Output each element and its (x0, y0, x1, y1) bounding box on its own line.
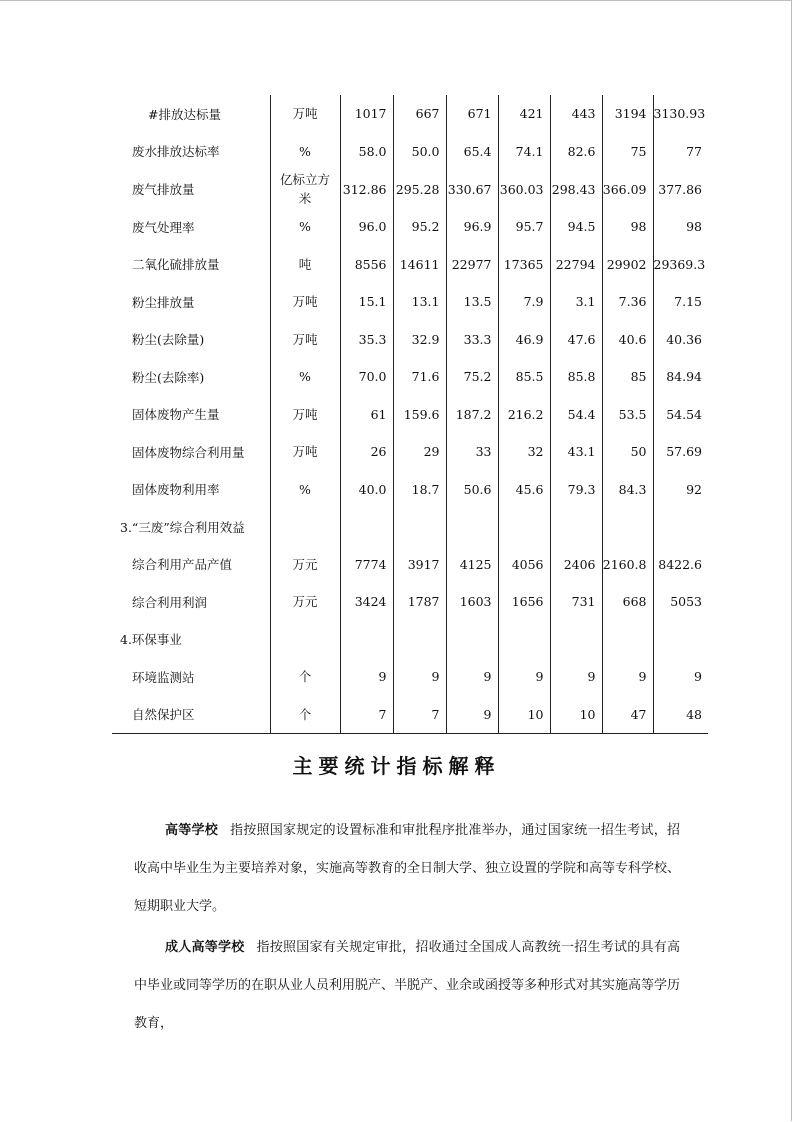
value-cell: 40.6 (602, 321, 653, 359)
statistics-table (112, 95, 708, 734)
value-cell: 79.3 (550, 471, 602, 509)
value-cell: 360.03 (498, 170, 550, 208)
value-cell: 29902 (602, 246, 653, 284)
table-row (112, 546, 708, 584)
value-cell: 17365 (498, 246, 550, 284)
table-row (112, 396, 708, 434)
definition-term: 成人高等学校 (165, 940, 245, 955)
value-cell: 298.43 (550, 170, 602, 208)
unit-cell: % (270, 471, 340, 509)
value-cell: 40.0 (340, 471, 393, 509)
indicator-name: 环境监测站 (132, 669, 195, 685)
value-cell: 32 (498, 433, 550, 471)
value-cell (393, 508, 446, 546)
value-cell: 7.9 (498, 283, 550, 321)
value-cell: 29 (393, 433, 446, 471)
value-cell: 668 (602, 583, 653, 621)
value-cell: 50.0 (393, 133, 446, 171)
value-cell (446, 508, 498, 546)
value-cell: 82.6 (550, 133, 602, 171)
unit-cell: 个 (270, 696, 340, 734)
value-cell: 26 (340, 433, 393, 471)
value-cell (340, 621, 393, 659)
value-cell (498, 621, 550, 659)
unit-cell: 万吨 (270, 95, 340, 133)
value-cell: 14611 (393, 246, 446, 284)
value-cell: 2406 (550, 546, 602, 584)
value-cell: 45.6 (498, 471, 550, 509)
value-cell (653, 508, 708, 546)
value-cell: 84.94 (653, 358, 708, 396)
value-cell: 22794 (550, 246, 602, 284)
value-cell: 9 (653, 658, 708, 696)
value-cell: 671 (446, 95, 498, 133)
value-cell: 98 (602, 208, 653, 246)
value-cell: 7.36 (602, 283, 653, 321)
indicator-name: 粉尘排放量 (132, 294, 195, 310)
table-row (112, 621, 708, 659)
value-cell: 46.9 (498, 321, 550, 359)
value-cell: 3130.93 (653, 95, 708, 133)
section-title: 主要统计指标解释 (292, 754, 501, 778)
value-cell: 9 (550, 658, 602, 696)
value-cell: 1787 (393, 583, 446, 621)
value-cell: 9 (602, 658, 653, 696)
value-cell: 94.5 (550, 208, 602, 246)
value-cell: 53.5 (602, 396, 653, 434)
value-cell (550, 508, 602, 546)
value-cell: 1603 (446, 583, 498, 621)
table-row (112, 321, 708, 359)
value-cell: 18.7 (393, 471, 446, 509)
value-cell: 1656 (498, 583, 550, 621)
value-cell: 9 (446, 658, 498, 696)
value-cell: 22977 (446, 246, 498, 284)
value-cell: 8422.6 (653, 546, 708, 584)
table-row (112, 471, 708, 509)
value-cell: 50.6 (446, 471, 498, 509)
value-cell (446, 621, 498, 659)
indicator-name: 固体废物利用率 (132, 482, 220, 498)
definition-paragraph (134, 812, 680, 926)
value-cell: 85.8 (550, 358, 602, 396)
value-cell: 366.09 (602, 170, 653, 208)
value-cell: 29369.3 (653, 246, 708, 284)
value-cell: 10 (550, 696, 602, 734)
definition-term: 高等学校 (165, 823, 218, 838)
value-cell: 295.28 (393, 170, 446, 208)
unit-cell: 个 (270, 658, 340, 696)
value-cell: 75.2 (446, 358, 498, 396)
value-cell: 85 (602, 358, 653, 396)
unit-cell: 万吨 (270, 396, 340, 434)
value-cell: 32.9 (393, 321, 446, 359)
value-cell: 443 (550, 95, 602, 133)
value-cell: 216.2 (498, 396, 550, 434)
value-cell: 47 (602, 696, 653, 734)
value-cell: 10 (498, 696, 550, 734)
value-cell: 57.69 (653, 433, 708, 471)
value-cell: 85.5 (498, 358, 550, 396)
value-cell: 159.6 (393, 396, 446, 434)
unit-cell: 万元 (270, 546, 340, 584)
value-cell: 3.1 (550, 283, 602, 321)
value-cell: 7 (393, 696, 446, 734)
indicator-name: 自然保护区 (112, 696, 270, 734)
table-row (112, 283, 708, 321)
unit-cell: % (270, 208, 340, 246)
value-cell: 77 (653, 133, 708, 171)
unit-cell (270, 621, 340, 659)
value-cell: 54.54 (653, 396, 708, 434)
unit-cell: % (270, 358, 340, 396)
value-cell: 40.36 (653, 321, 708, 359)
value-cell: 9 (340, 658, 393, 696)
unit-cell: 万吨 (270, 321, 340, 359)
definition-text: 指按照国家有关规定审批，招收通过全国成人高教统一招生考试的具有高中毕业或同等学历的在职从业人员利用脱产、半脱产、业余或函授等多种形式对其实施高等学历教育， (134, 940, 681, 1031)
value-cell: 84.3 (602, 471, 653, 509)
table-row (112, 658, 708, 696)
definition-text: 指按照国家规定的设置标准和审批程序批准举办，通过国家统一招生考试，招收高中毕业生为主要培养对象，实施高等教育的全日制大学、独立设置的学院和高等专科学校、短期职业大学。 (134, 823, 681, 914)
value-cell: 5053 (653, 583, 708, 621)
unit-cell: % (270, 133, 340, 171)
value-cell: 7774 (340, 546, 393, 584)
table-row (112, 95, 708, 133)
indicator-name: 粉尘(去除量) (132, 332, 205, 348)
value-cell: 33.3 (446, 321, 498, 359)
value-cell: 61 (340, 396, 393, 434)
value-cell (498, 508, 550, 546)
value-cell: 47.6 (550, 321, 602, 359)
value-cell: 95.2 (393, 208, 446, 246)
value-cell: 312.86 (340, 170, 393, 208)
value-cell: 58.0 (340, 133, 393, 171)
value-cell: 33 (446, 433, 498, 471)
value-cell: 50 (602, 433, 653, 471)
table-row (112, 170, 708, 208)
table-row (112, 208, 708, 246)
value-cell: 43.1 (550, 433, 602, 471)
value-cell: 65.4 (446, 133, 498, 171)
value-cell: 187.2 (446, 396, 498, 434)
table-row (112, 433, 708, 471)
table-row (112, 358, 708, 396)
value-cell (550, 621, 602, 659)
value-cell: 9 (446, 696, 498, 734)
value-cell: 4125 (446, 546, 498, 584)
value-cell: 15.1 (340, 283, 393, 321)
value-cell: 13.1 (393, 283, 446, 321)
definition-paragraph (134, 929, 680, 1043)
indicator-name: 综合利用利润 (132, 594, 208, 610)
value-cell: 667 (393, 95, 446, 133)
value-cell: 2160.8 (602, 546, 653, 584)
value-cell: 421 (498, 95, 550, 133)
indicator-name: 3.“三废”综合利用效益 (120, 519, 245, 535)
value-cell: 3917 (393, 546, 446, 584)
indicator-name: 固体废物综合利用量 (132, 444, 245, 460)
indicator-name: 废气排放量 (132, 182, 195, 197)
value-cell: 98 (653, 208, 708, 246)
value-cell: 95.7 (498, 208, 550, 246)
indicator-name: 废气处理率 (132, 219, 195, 235)
value-cell: 330.67 (446, 170, 498, 208)
table-row (112, 583, 708, 621)
unit-cell: 万吨 (270, 433, 340, 471)
indicator-name: 粉尘(去除率) (132, 369, 205, 385)
value-cell (602, 508, 653, 546)
value-cell: 731 (550, 583, 602, 621)
value-cell (393, 621, 446, 659)
value-cell: 13.5 (446, 283, 498, 321)
value-cell: 1017 (340, 95, 393, 133)
value-cell: 96.9 (446, 208, 498, 246)
value-cell: 377.86 (653, 170, 708, 208)
value-cell (340, 508, 393, 546)
value-cell: 48 (653, 696, 708, 734)
value-cell: 96.0 (340, 208, 393, 246)
unit-cell: 亿标立方 米 (270, 170, 340, 208)
value-cell (602, 621, 653, 659)
value-cell: 92 (653, 471, 708, 509)
indicator-name: #排放达标量 (148, 106, 221, 122)
value-cell: 4056 (498, 546, 550, 584)
value-cell: 54.4 (550, 396, 602, 434)
value-cell: 75 (602, 133, 653, 171)
value-cell: 74.1 (498, 133, 550, 171)
indicator-name: 二氧化硫排放量 (132, 257, 220, 273)
indicator-name: 4.环保事业 (120, 632, 182, 648)
unit-cell (270, 508, 340, 546)
value-cell: 71.6 (393, 358, 446, 396)
value-cell: 3424 (340, 583, 393, 621)
value-cell: 7 (340, 696, 393, 734)
table-row (112, 508, 708, 546)
value-cell: 9 (393, 658, 446, 696)
unit-cell: 万元 (270, 583, 340, 621)
indicator-name: 固体废物产生量 (132, 407, 220, 423)
value-cell: 9 (498, 658, 550, 696)
table-row (112, 696, 708, 734)
value-cell: 35.3 (340, 321, 393, 359)
value-cell: 7.15 (653, 283, 708, 321)
indicator-name: 综合利用产品产值 (132, 557, 233, 573)
table-row (112, 246, 708, 284)
indicator-name: 废水排放达标率 (132, 144, 220, 160)
table-row (112, 133, 708, 171)
unit-cell: 万吨 (270, 283, 340, 321)
value-cell: 3194 (602, 95, 653, 133)
unit-cell: 吨 (270, 246, 340, 284)
value-cell (653, 621, 708, 659)
value-cell: 8556 (340, 246, 393, 284)
value-cell: 70.0 (340, 358, 393, 396)
